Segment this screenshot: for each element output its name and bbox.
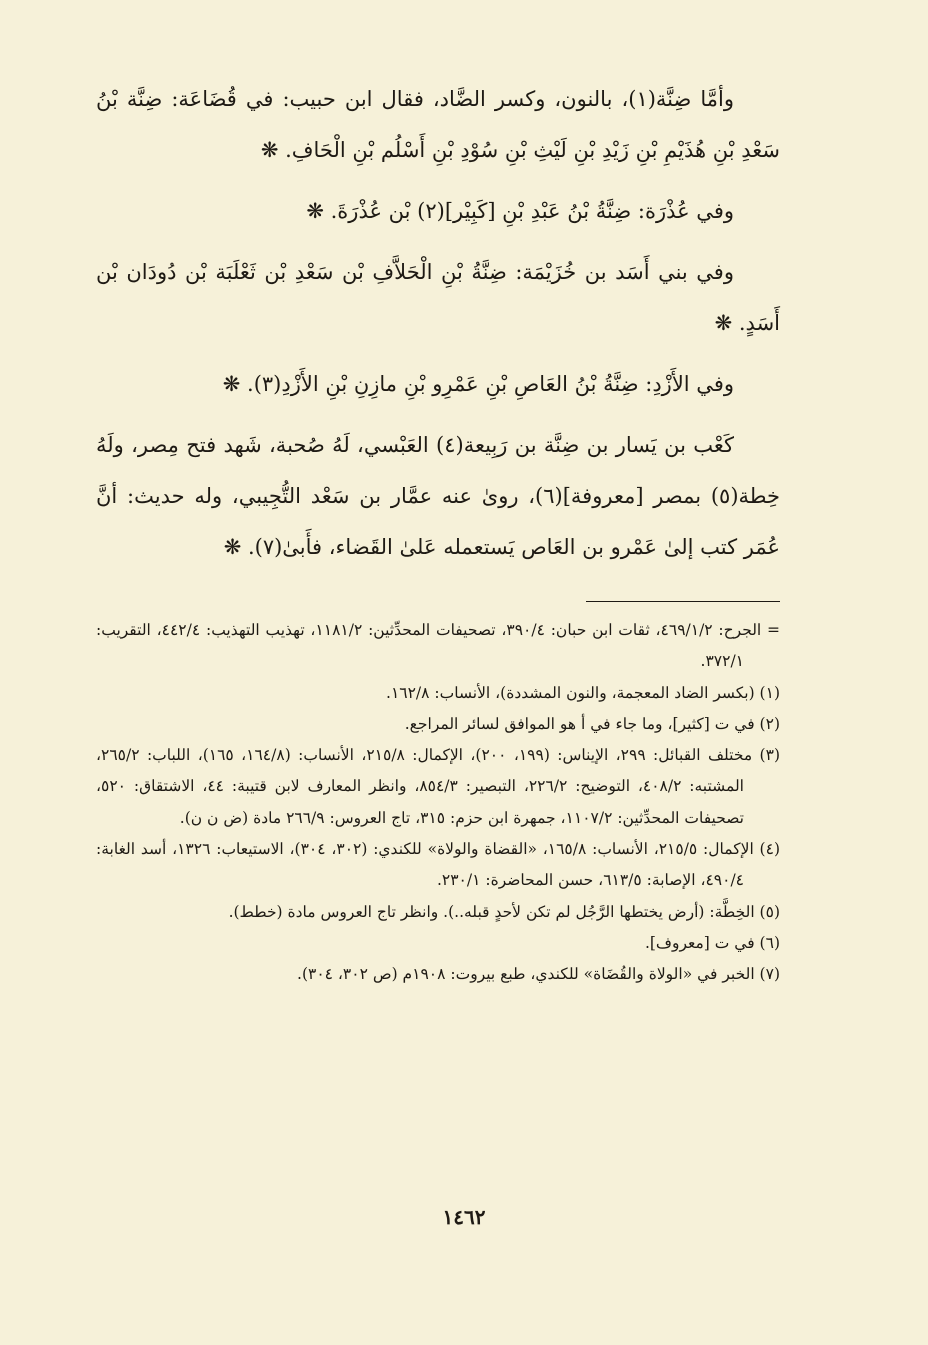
footnote-4: (٤) الإكمال: ٢١٥/٥، الأنساب: ١٦٥/٨، «القضاة والولاة» للكندي: (٣٠٢، ٣٠٤)، الاستيعاب: ١٣٢٦، أسد الغابة: ٤٩٠/٤، الإصابة: ٦١٣/٥، حسن المحاضرة: ٢٣٠/١. <box>96 840 780 890</box>
main-text <box>96 74 780 583</box>
footnote-3: (٣) مختلف القبائل: ٢٩٩، الإيناس: (١٩٩، ٢٠٠)، الإكمال: ٢١٥/٨، الأنساب: (١٦٤/٨، ١٦٥)، اللباب: ٢٦٥/٢، المشتبه: ٤٠٨/٢، التوضيح: ٢٢٦/٢، التبصير: ٨٥٤/٣، وانظر المعارف لابن قتيبة: ٤٤، الاشتقاق: ٥٢٠، تصحيفات المحدِّثين: ١١٠٧/٢، جمهرة ابن حزم: ٣١٥، تاج العروس: ٢٦٦/٩ مادة (ض ن ن). <box>96 746 780 827</box>
footnote-2: (٢) في ت [كثير]، وما جاء في أ هو الموافق لسائر المراجع. <box>404 714 780 733</box>
footnote-continuation: = الجرح: ٤٦٩/١/٢، ثقات ابن حبان: ٣٩٠/٤، تصحيفات المحدِّثين: ١١٨١/٢، تهذيب التهذيب: ٤٤٢/٤، التقريب: ٣٧٢/١. <box>96 621 780 671</box>
paragraph-azd: وفي الأَزْدِ: ضِنَّةُ بْنُ العَاصِ بْنِ عَمْرِو بْنِ مازِنِ بْنِ الأَزْدِ(٣). ❋ <box>222 372 734 396</box>
paragraph-kab-ibn-yasar: كَعْب بن يَسار بن ضِنَّة بن رَبِيعة(٤) العَبْسي، لَهُ صُحبة، شَهد فتح مِصر، ولَهُ خِطة(٥) بمصر [معروفة](٦)، روىٰ عنه عمَّار بن سَعْد التُّجِيبي، وله حديث: أنَّ عُمَر كتب إلىٰ عَمْرو بن العَاص يَستعمله عَلىٰ القَضاء، فأَبىٰ(٧). ❋ <box>96 433 780 559</box>
footnote-6: (٦) في ت [معروف]. <box>644 933 780 952</box>
footnote-5: (٥) الخِطَّة: (أرض يختطها الرَّجُل لم تكن لأحدٍ قبله..). وانظر تاج العروس مادة (خطط). <box>228 902 780 921</box>
page-number: ١٤٦٢ <box>442 1205 486 1229</box>
footnote-divider <box>586 601 780 602</box>
footnotes <box>96 615 780 991</box>
footnote-7: (٧) الخبر في «الولاة والقُضَاة» للكندي، طبع بيروت: ١٩٠٨م (ص ٣٠٢، ٣٠٤). <box>297 965 780 984</box>
paragraph-bani-asad: وفي بني أَسَد بن خُزَيْمَة: ضِنَّةُ بْنِ الْحَلاَّفِ بْن سَعْدِ بْن ثَعْلَبَة بْن دُودَان بْن أَسَدٍ. ❋ <box>96 260 780 335</box>
footnote-1: (١) (بكسر الضاد المعجمة، والنون المشددة)، الأنساب: ١٦٢/٨. <box>386 683 780 702</box>
paragraph-udhra: وفي عُذْرَة: ضِنَّةُ بْنُ عَبْدِ بْنِ [كَبِيْر](٢) بْن عُذْرَةَ. ❋ <box>306 199 734 223</box>
paragraph-dinna-qudaa: وأمَّا ضِنَّة(١)، بالنون، وكسر الضَّاد، فقال ابن حبيب: في قُضَاعَة: ضِنَّة بْنُ سَعْدِ بْنِ هُذَيْمِ بْنِ زَيْدِ بْنِ لَيْثِ بْنِ سُوْدِ بْنِ أَسْلُم بْنِ الْحَافِ. ❋ <box>96 87 780 162</box>
